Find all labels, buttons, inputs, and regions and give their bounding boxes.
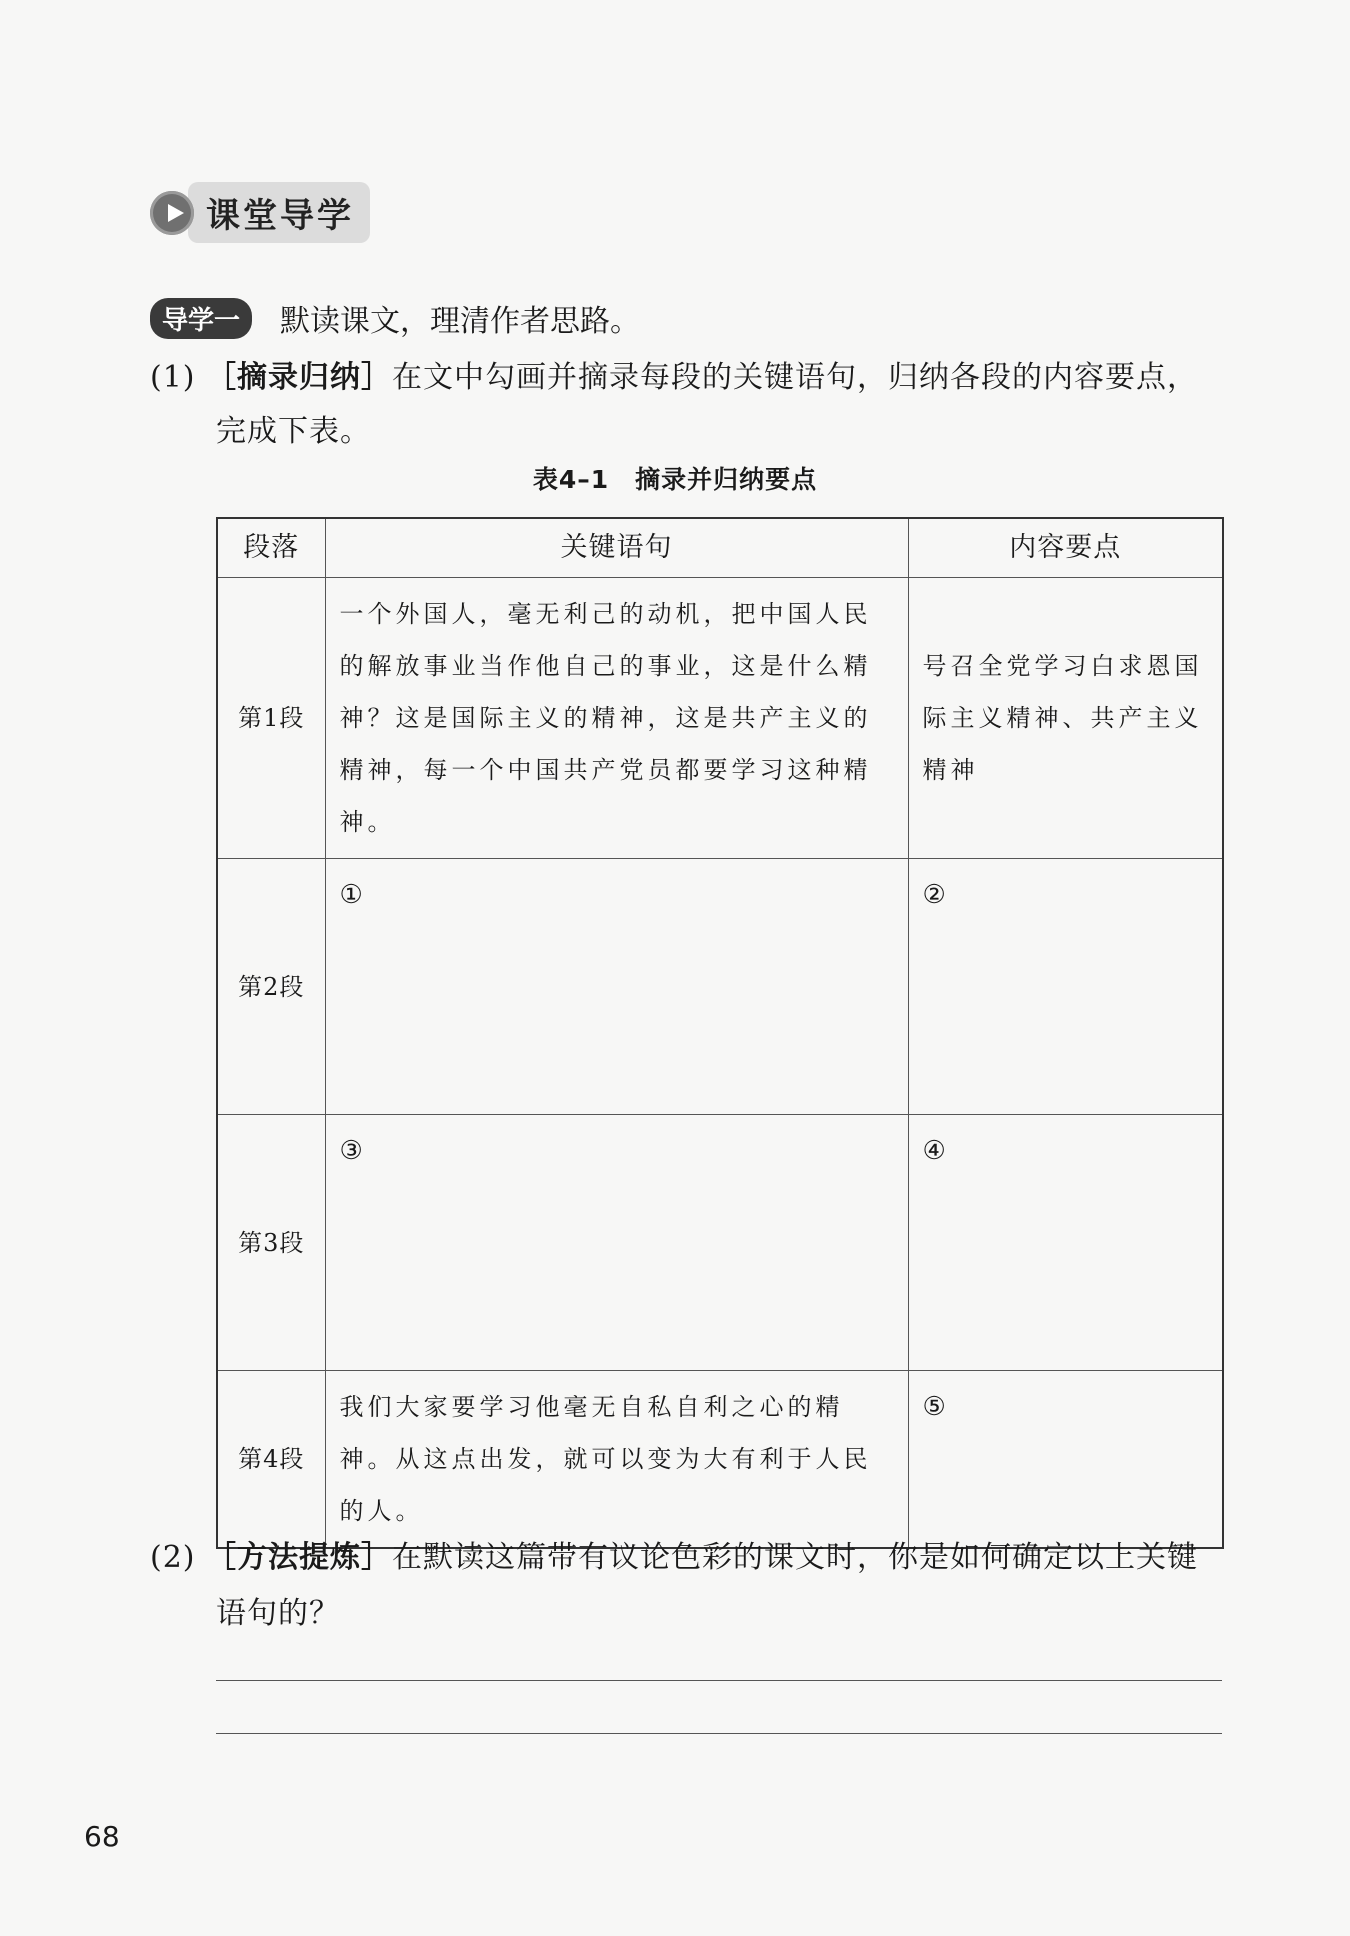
table-row: [217, 1371, 1223, 1549]
question2-tag: ［方法提炼］: [206, 1540, 393, 1575]
guide-instruction: 默读课文，理清作者思路。: [280, 304, 641, 339]
table-caption: 表4–1 摘录并归纳要点: [532, 465, 818, 494]
answer-line[interactable]: [216, 1680, 1222, 1681]
paragraph-cell: 第1段: [217, 578, 325, 859]
table-row: [217, 578, 1223, 859]
question2-text: 在默读这篇带有议论色彩的课文时，你是如何确定以上关键: [392, 1540, 1199, 1575]
page-number: 68: [84, 1820, 120, 1853]
main-point-answer-cell[interactable]: ④: [908, 1115, 1223, 1371]
main-point-answer-cell[interactable]: ②: [908, 859, 1223, 1115]
key-sentence-answer-cell[interactable]: ③: [325, 1115, 908, 1371]
key-sentence-cell: 一个外国人，毫无利己的动机，把中国人民的解放事业当作他自己的事业，这是什么精神？这是国际主义的精神，这是共产主义的精神，每一个中国共产党员都要学习这种精神。: [325, 578, 908, 859]
paragraph-cell: 第3段: [217, 1115, 325, 1371]
answer-line[interactable]: [216, 1733, 1222, 1734]
question1-line2: 完成下表。: [216, 414, 371, 449]
main-point-cell: 号召全党学习白求恩国际主义精神、共产主义精神: [908, 578, 1223, 859]
paragraph-cell: 第4段: [217, 1371, 325, 1549]
header-paragraph: 段落: [217, 518, 325, 578]
summary-table: [216, 517, 1224, 1549]
guide-badge: 导学一: [150, 298, 252, 339]
table-header-row: [217, 518, 1223, 578]
question2-line2: 语句的？: [216, 1596, 340, 1631]
key-sentence-cell: 我们大家要学习他毫无自私自利之心的精神。从这点出发，就可以变为大有利于人民的人。: [325, 1371, 908, 1549]
table-row: [217, 1115, 1223, 1371]
table-row: [217, 859, 1223, 1115]
main-point-answer-cell[interactable]: ⑤: [908, 1371, 1223, 1549]
question1-number: (1): [150, 360, 196, 395]
key-sentence-answer-cell[interactable]: ①: [325, 859, 908, 1115]
arrow-badge-icon: [150, 191, 194, 235]
question2-line1: [150, 1532, 1198, 1576]
header-key-sentence: 关键语句: [325, 518, 908, 578]
question1-line1: [150, 352, 1198, 396]
section-title: 课堂导学: [188, 182, 370, 243]
header-main-point: 内容要点: [908, 518, 1223, 578]
guide-row: [150, 296, 640, 340]
question1-text: 在文中勾画并摘录每段的关键语句，归纳各段的内容要点，: [392, 360, 1199, 395]
paragraph-cell: 第2段: [217, 859, 325, 1115]
section-banner: [150, 182, 370, 243]
question2-number: (2): [150, 1540, 196, 1575]
question1-tag: ［摘录归纳］: [206, 360, 393, 395]
